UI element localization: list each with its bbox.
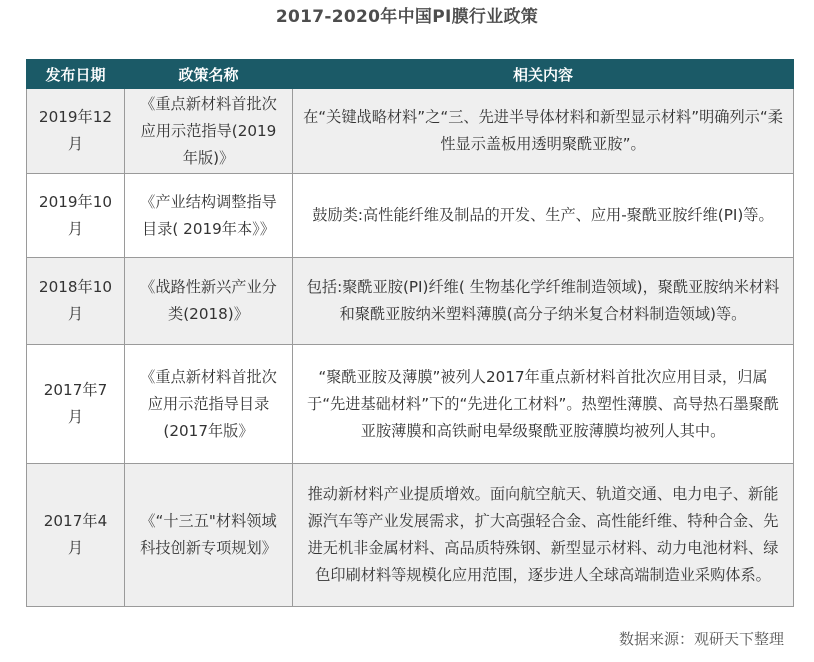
cell-policy-name: 《战路性新兴产业分类(2018)》 xyxy=(125,258,293,345)
cell-policy-name: 《重点新材料首批次应用示范指导目录(2017年版》 xyxy=(125,345,293,464)
cell-policy-name: 《重点新材料首批次应用示范指导(2019年版)》 xyxy=(125,89,293,174)
header-policy-name: 政策名称 xyxy=(125,60,293,89)
cell-date: 2017年4月 xyxy=(27,464,125,607)
page-title: 2017-2020年中国PI膜行业政策 xyxy=(275,7,539,27)
table-row xyxy=(27,464,794,607)
table-row xyxy=(27,258,794,345)
policy-table xyxy=(26,59,794,607)
data-source-note: 数据来源：观研天下整理 xyxy=(618,630,784,648)
header-date: 发布日期 xyxy=(27,60,125,89)
cell-date: 2018年10月 xyxy=(27,258,125,345)
cell-policy-name: 《产业结构调整指导目录( 2019年本》》 xyxy=(125,174,293,258)
table-header-row xyxy=(27,60,794,89)
header-content: 相关内容 xyxy=(293,60,794,89)
cell-policy-name: 《“十三五"材料领域科技创新专项规划》 xyxy=(125,464,293,607)
cell-content: 鼓励类:高性能纤维及制品的开发、生产、应用-聚酰亚胺纤维(PI)等。 xyxy=(293,174,794,258)
cell-content: 在“关键战略材料”之“三、先进半导体材料和新型显示材料”明确列示“柔性显示盖板用透明聚酰亚胺”。 xyxy=(293,89,794,174)
cell-content: 推动新材料产业提质增效。面向航空航天、轨道交通、电力电子、新能源汽车等产业发展需求，扩大高强轻合金、高性能纤维、特种合金、先进无机非金属材料、高品质特殊钢、新型显示材料、动力电池材料、绿色印刷材料等规模化应用范围，逐步进人全球高端制造业采购体系。 xyxy=(293,464,794,607)
table-row xyxy=(27,89,794,174)
cell-date: 2017年7月 xyxy=(27,345,125,464)
cell-date: 2019年10月 xyxy=(27,174,125,258)
cell-content: “聚酰亚胺及薄膜”被列人2017年重点新材料首批次应用目录，归属于“先进基础材料”下的“先进化工材料”。热塑性薄膜、高导热石墨聚酰亚胺薄膜和高铁耐电晕级聚酰亚胺薄膜均被列人其中。 xyxy=(293,345,794,464)
cell-date: 2019年12月 xyxy=(27,89,125,174)
table-row xyxy=(27,174,794,258)
table-row xyxy=(27,345,794,464)
cell-content: 包括:聚酰亚胺(PI)纤维( 生物基化学纤维制造领域)，聚酰亚胺纳米材料和聚酰亚胺纳米塑料薄膜(高分子纳米复合材料制造领域)等。 xyxy=(293,258,794,345)
